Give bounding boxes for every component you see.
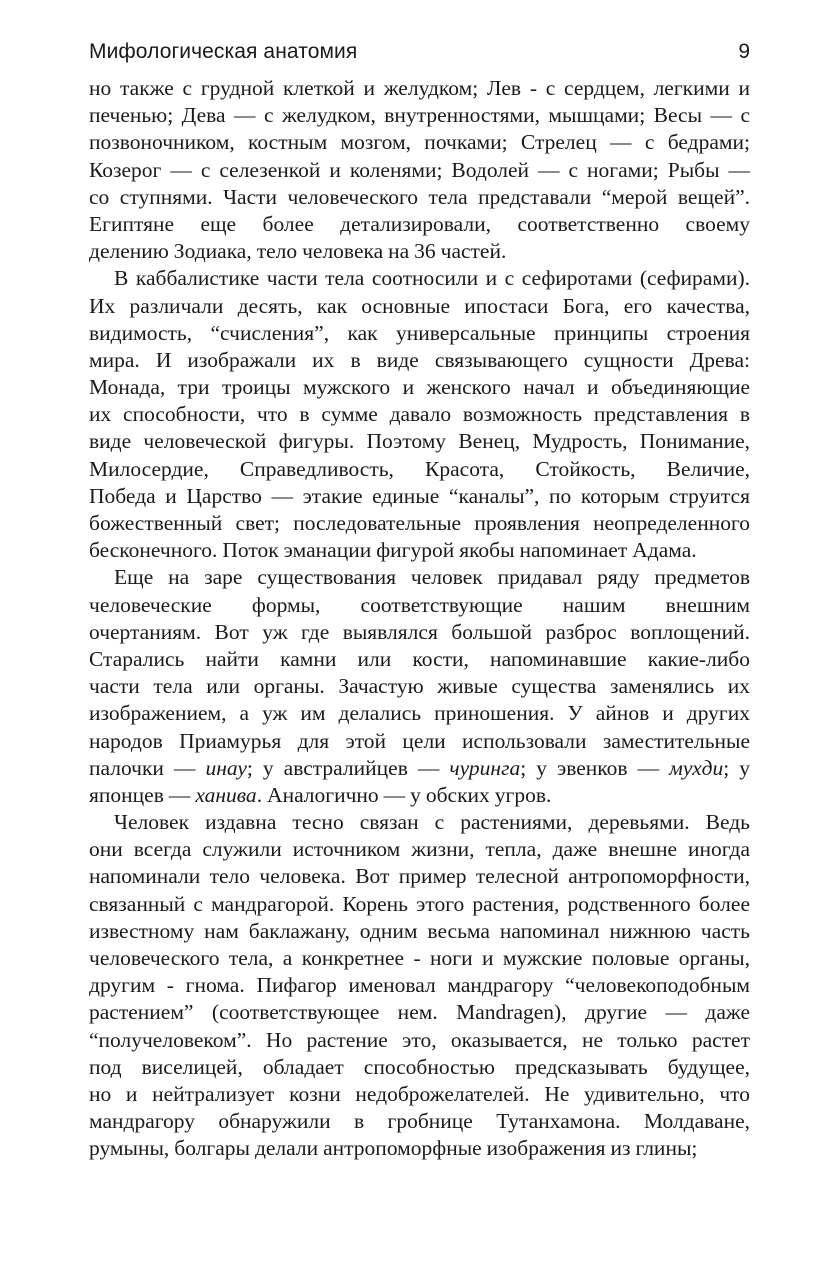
text-segment: другим - гнома. Пифагор именовал мандрагору “человекоподобным	[89, 973, 750, 998]
text-segment: Их различали десять, как основные ипостаси Бога, его качества,	[89, 293, 750, 318]
text-segment: виде человеческой фигуры. Поэтому Венец, Мудрость, Понимание,	[89, 429, 750, 454]
text-segment: человеческие формы, соответствующие нашим внешним	[89, 592, 750, 617]
italic-term: ханива	[195, 782, 257, 807]
text-segment: Монада, три троицы мужского и женского начал и объединяющие	[89, 375, 750, 400]
text-line	[89, 102, 750, 129]
text-line	[89, 1054, 750, 1081]
text-segment: “получеловеком”. Но растение это, оказывается, не только растет	[89, 1027, 750, 1052]
text-line	[89, 129, 750, 156]
text-line	[89, 1081, 750, 1108]
text-line	[89, 374, 750, 401]
text-line	[89, 809, 750, 836]
text-segment: очертаниям. Вот уж где выявлялся большой разброс воплощений.	[89, 619, 750, 644]
text-line	[89, 238, 750, 265]
text-line	[89, 673, 750, 700]
text-line	[89, 945, 750, 972]
text-segment: но также с грудной клеткой и желудком; Лев - с сердцем, легкими и	[89, 76, 750, 100]
text-segment: палочки —	[89, 755, 206, 780]
text-segment: напоминали тело человека. Вот пример телесной антропоморфности,	[89, 864, 750, 889]
text-segment: мира. И изображали их в виде связывающего сущности Древа:	[89, 347, 750, 372]
body-text	[89, 75, 750, 1163]
text-line	[89, 619, 750, 646]
text-line	[89, 1027, 750, 1054]
text-segment: В каббалистике части тела соотносили и с сефиротами (сефирами).	[114, 266, 750, 291]
text-segment: бесконечного. Поток эманации фигурой якобы напоминает Адама.	[89, 538, 697, 563]
text-segment: Старались найти камни или кости, напоминавшие какие-либо	[89, 646, 750, 671]
text-segment: видимость, “счисления”, как универсальные принципы строения	[89, 320, 750, 345]
text-segment: Козерог — с селезенкой и коленями; Водолей — с ногами; Рыбы —	[89, 157, 750, 182]
text-segment: Милосердие, Справедливость, Красота, Стойкость, Величие,	[89, 456, 750, 481]
text-segment: связанный с мандрагорой. Корень этого растения, родственного более	[89, 891, 750, 916]
text-segment: румыны, болгары делали антропоморфные изображения из глины;	[89, 1136, 698, 1161]
text-line	[89, 728, 750, 755]
text-segment: мандрагору обнаружили в гробнице Тутанхамона. Молдаване,	[89, 1109, 750, 1134]
text-segment: растением” (соответствующее нем. Mandragen), другие — даже	[89, 1000, 750, 1025]
text-line	[89, 1108, 750, 1135]
italic-term: чуринга	[449, 755, 521, 780]
text-line	[89, 836, 750, 863]
italic-term: инау	[205, 755, 247, 780]
text-line	[89, 428, 750, 455]
text-line	[89, 320, 750, 347]
text-segment: части тела или органы. Зачастую живые существа заменялись их	[89, 674, 750, 699]
text-line	[89, 999, 750, 1026]
text-segment: Победа и Царство — этакие единые “каналы”, по которым струится	[89, 483, 750, 508]
page-number: 9	[738, 40, 750, 63]
text-line	[89, 483, 750, 510]
text-line	[89, 700, 750, 727]
text-line	[89, 157, 750, 184]
text-line	[89, 782, 750, 809]
text-segment: ; у	[723, 755, 750, 780]
text-line	[89, 972, 750, 999]
running-header	[89, 38, 750, 68]
text-line	[89, 456, 750, 483]
text-segment: их способности, что в сумме давало возможность представления в	[89, 402, 750, 427]
text-segment: японцев —	[89, 782, 196, 807]
text-line	[89, 347, 750, 374]
text-segment: Египтяне еще более детализировали, соответственно своему	[89, 211, 750, 236]
text-line	[89, 646, 750, 673]
text-segment: . Аналогично — у обских угров.	[256, 782, 552, 807]
text-line	[89, 293, 750, 320]
text-segment: изображением, а уж им делались приношения. У айнов и других	[89, 701, 750, 726]
text-line	[89, 755, 750, 782]
text-line	[89, 510, 750, 537]
text-line	[89, 1135, 750, 1162]
text-line	[89, 918, 750, 945]
text-segment: они всегда служили источником жизни, тепла, даже внешне иногда	[89, 837, 750, 862]
text-line	[89, 211, 750, 238]
paragraph	[89, 564, 750, 809]
text-segment: божественный свет; последовательные проявления неопределенного	[89, 511, 750, 535]
text-line	[89, 401, 750, 428]
text-line	[89, 564, 750, 591]
text-line	[89, 891, 750, 918]
text-segment: делению Зодиака, тело человека на 36 частей.	[89, 239, 507, 264]
text-segment: известному нам баклажану, одним весьма напоминал нижнюю часть	[89, 918, 750, 943]
text-line	[89, 537, 750, 564]
text-segment: позвоночником, костным мозгом, почками; Стрелец — с бедрами;	[89, 130, 750, 155]
text-segment: человеческого тела, а конкретнее - ноги и мужские половые органы,	[89, 946, 750, 970]
italic-term: мухди	[669, 755, 724, 780]
text-line	[89, 592, 750, 619]
text-segment: со ступнями. Части человеческого тела представали “мерой вещей”.	[89, 184, 750, 209]
text-segment: народов Приамурья для этой цели использовали заместительные	[89, 728, 750, 753]
text-line	[89, 75, 750, 102]
text-segment: под виселицей, обладает способностью предсказывать будущее,	[89, 1054, 750, 1079]
text-segment: ; у эвенков —	[520, 755, 670, 780]
text-line	[89, 265, 750, 292]
text-segment: Человек издавна тесно связан с растениями, деревьями. Ведь	[114, 810, 750, 835]
paragraph	[89, 75, 750, 265]
paragraph	[89, 265, 750, 564]
text-line	[89, 863, 750, 890]
running-head-title: Мифологическая анатомия	[89, 40, 358, 63]
text-segment: ; у австралийцев —	[246, 755, 450, 780]
text-segment: Еще на заре существования человек придавал ряду предметов	[114, 565, 750, 590]
text-segment: печенью; Дева — с желудком, внутренностями, мышцами; Весы — с	[89, 103, 750, 128]
text-line	[89, 184, 750, 211]
text-segment: но и нейтрализует козни недоброжелателей. Не удивительно, что	[89, 1081, 750, 1106]
paragraph	[89, 809, 750, 1162]
